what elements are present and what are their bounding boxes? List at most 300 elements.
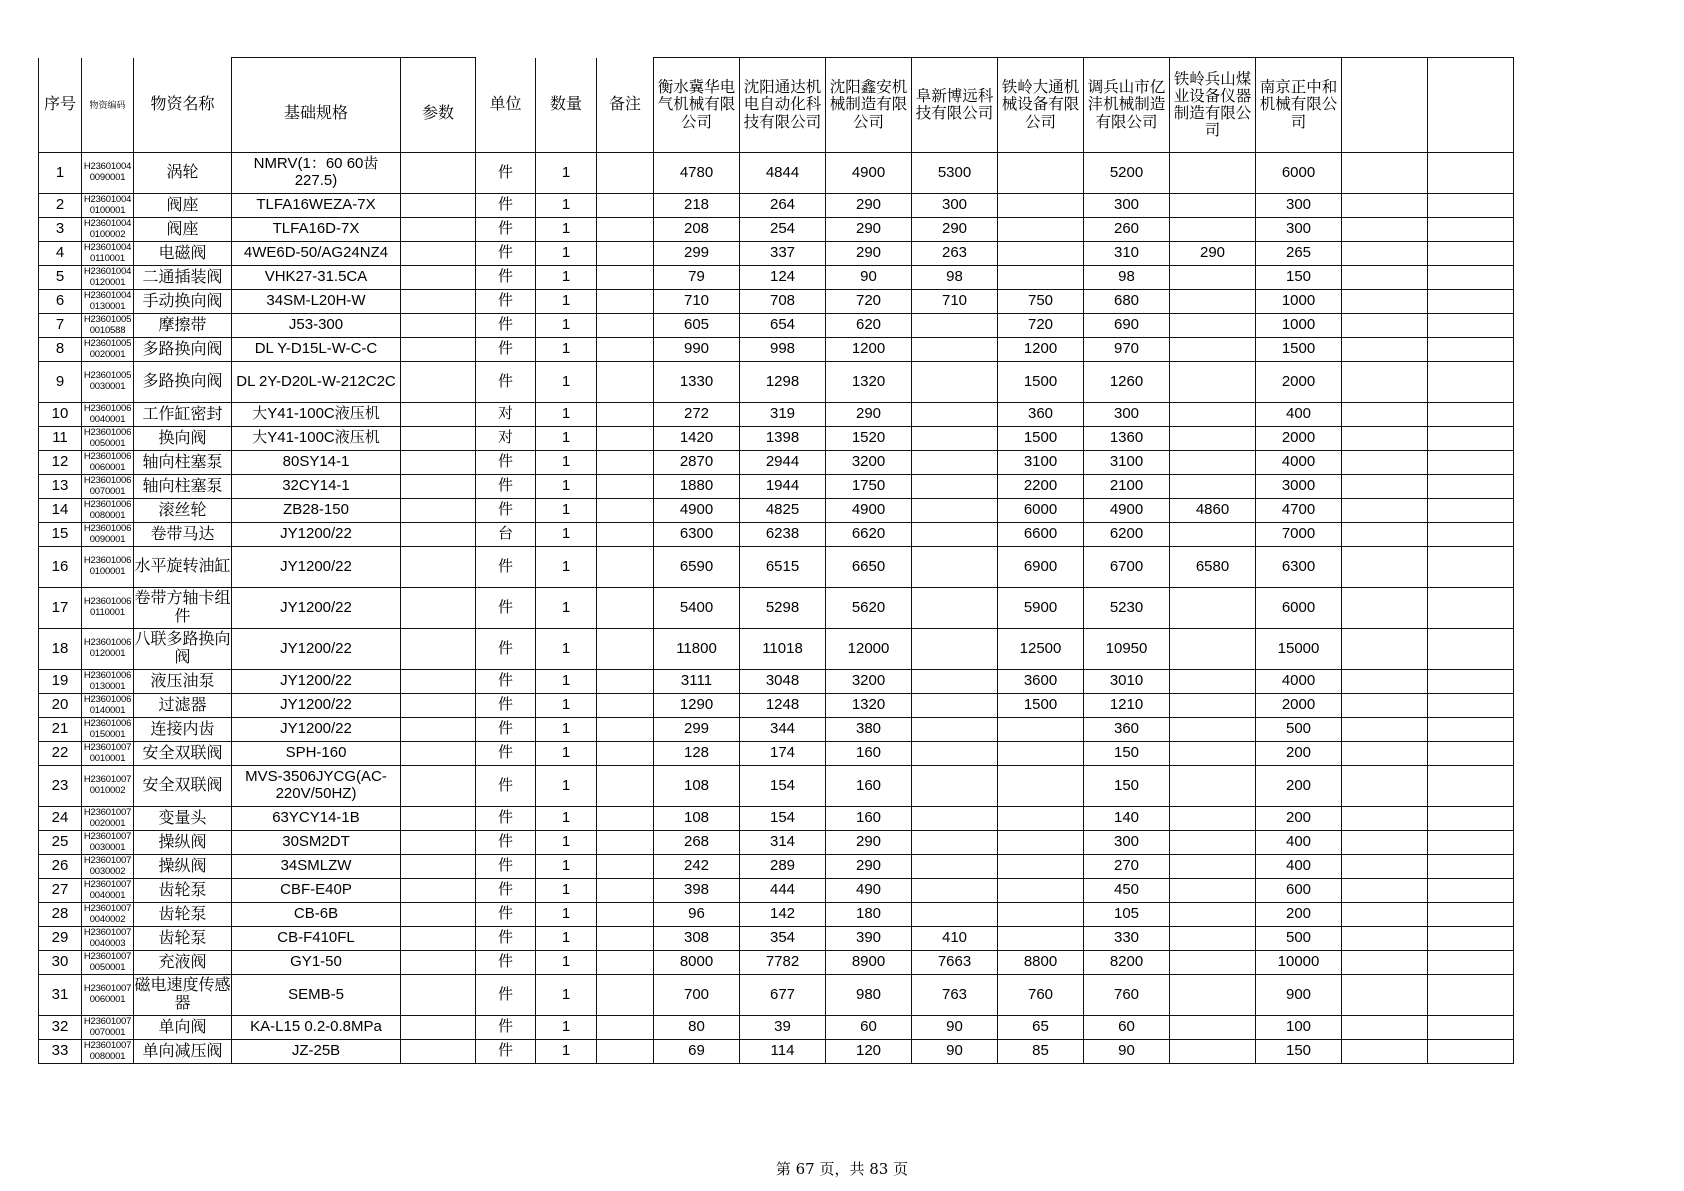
header-code: 物资编码 [82, 58, 134, 153]
cell-supplier-price: 160 [826, 742, 912, 766]
cell-supplier-price: 4900 [654, 499, 740, 523]
cell-material-code: H23601007 0010002 [82, 766, 134, 807]
cell-qty: 1 [536, 670, 597, 694]
cell-material-code: H23601007 0030001 [82, 831, 134, 855]
cell-qty: 1 [536, 694, 597, 718]
page-number: 第 67 页，共 83 页 [775, 1160, 909, 1178]
cell-qty: 1 [536, 403, 597, 427]
cell-seq: 18 [39, 629, 82, 670]
cell-seq: 2 [39, 194, 82, 218]
cell-supplier-price: 300 [912, 194, 998, 218]
cell-material-name: 涡轮 [134, 153, 232, 194]
cell-supplier-price: 308 [654, 927, 740, 951]
cell-remark [597, 523, 654, 547]
cell-supplier-price [1428, 694, 1514, 718]
cell-supplier-price [912, 314, 998, 338]
table-row [39, 766, 1514, 807]
cell-material-name: 阀座 [134, 218, 232, 242]
header-supplier: 衡水冀华电气机械有限公司 [654, 58, 740, 153]
cell-supplier-price: 3100 [1084, 451, 1170, 475]
cell-supplier-price: 60 [826, 1016, 912, 1040]
header-supplier: 铁岭兵山煤业设备仪器制造有限公司 [1170, 58, 1256, 153]
cell-supplier-price [912, 831, 998, 855]
cell-spec: JY1200/22 [232, 588, 401, 629]
cell-spec: 34SMLZW [232, 855, 401, 879]
cell-supplier-price [998, 831, 1084, 855]
cell-supplier-price: 6238 [740, 523, 826, 547]
cell-unit: 件 [476, 242, 536, 266]
cell-spec: 63YCY14-1B [232, 807, 401, 831]
cell-unit: 件 [476, 807, 536, 831]
cell-param [401, 766, 476, 807]
cell-supplier-price: 1520 [826, 427, 912, 451]
cell-param [401, 927, 476, 951]
header-supplier: 调兵山市亿沣机械制造有限公司 [1084, 58, 1170, 153]
cell-spec: JY1200/22 [232, 629, 401, 670]
cell-supplier-price: 11018 [740, 629, 826, 670]
cell-seq: 31 [39, 975, 82, 1016]
cell-supplier-price: 1000 [1256, 314, 1342, 338]
cell-supplier-price [1342, 427, 1428, 451]
cell-supplier-price [1342, 338, 1428, 362]
cell-supplier-price: 242 [654, 855, 740, 879]
cell-seq: 19 [39, 670, 82, 694]
cell-supplier-price: 998 [740, 338, 826, 362]
cell-supplier-price: 605 [654, 314, 740, 338]
cell-supplier-price: 5400 [654, 588, 740, 629]
cell-supplier-price [1342, 314, 1428, 338]
cell-material-name: 齿轮泵 [134, 879, 232, 903]
cell-unit: 件 [476, 588, 536, 629]
cell-material-name: 齿轮泵 [134, 927, 232, 951]
cell-supplier-price: 410 [912, 927, 998, 951]
cell-supplier-price: 1000 [1256, 290, 1342, 314]
cell-material-code: H23601007 0040003 [82, 927, 134, 951]
table-row [39, 403, 1514, 427]
cell-supplier-price [1170, 266, 1256, 290]
cell-supplier-price [1170, 629, 1256, 670]
cell-supplier-price: 4900 [1084, 499, 1170, 523]
cell-seq: 13 [39, 475, 82, 499]
cell-supplier-price: 654 [740, 314, 826, 338]
cell-material-name: 充液阀 [134, 951, 232, 975]
cell-supplier-price: 2000 [1256, 427, 1342, 451]
cell-supplier-price: 6515 [740, 547, 826, 588]
cell-param [401, 338, 476, 362]
cell-supplier-price: 2000 [1256, 694, 1342, 718]
cell-material-name: 八联多路换向阀 [134, 629, 232, 670]
cell-supplier-price: 105 [1084, 903, 1170, 927]
cell-supplier-price [912, 855, 998, 879]
table-row [39, 1016, 1514, 1040]
cell-supplier-price [1342, 194, 1428, 218]
cell-qty: 1 [536, 629, 597, 670]
cell-material-code: H23601006 0080001 [82, 499, 134, 523]
cell-qty: 1 [536, 499, 597, 523]
cell-supplier-price: 7000 [1256, 523, 1342, 547]
cell-spec: JY1200/22 [232, 547, 401, 588]
cell-material-code: H23601004 0090001 [82, 153, 134, 194]
cell-supplier-price: 3010 [1084, 670, 1170, 694]
cell-unit: 件 [476, 694, 536, 718]
cell-supplier-price: 10000 [1256, 951, 1342, 975]
cell-material-code: H23601007 0050001 [82, 951, 134, 975]
cell-remark [597, 338, 654, 362]
cell-supplier-price: 750 [998, 290, 1084, 314]
cell-supplier-price: 708 [740, 290, 826, 314]
cell-param [401, 1040, 476, 1064]
cell-remark [597, 451, 654, 475]
cell-param [401, 1016, 476, 1040]
cell-qty: 1 [536, 831, 597, 855]
cell-remark [597, 427, 654, 451]
cell-material-name: 轴向柱塞泵 [134, 475, 232, 499]
cell-supplier-price [1342, 718, 1428, 742]
table-row [39, 879, 1514, 903]
cell-supplier-price: 69 [654, 1040, 740, 1064]
cell-supplier-price: 90 [912, 1016, 998, 1040]
cell-supplier-price: 1944 [740, 475, 826, 499]
cell-qty: 1 [536, 951, 597, 975]
cell-supplier-price: 299 [654, 718, 740, 742]
cell-material-name: 阀座 [134, 194, 232, 218]
cell-supplier-price: 4700 [1256, 499, 1342, 523]
cell-supplier-price: 299 [654, 242, 740, 266]
cell-qty: 1 [536, 475, 597, 499]
cell-supplier-price [998, 807, 1084, 831]
cell-remark [597, 1016, 654, 1040]
cell-qty: 1 [536, 314, 597, 338]
cell-supplier-price: 96 [654, 903, 740, 927]
cell-supplier-price: 90 [912, 1040, 998, 1064]
cell-remark [597, 266, 654, 290]
cell-param [401, 218, 476, 242]
header-name: 物资名称 [134, 58, 232, 153]
cell-spec: TLFA16D-7X [232, 218, 401, 242]
header-supplier: 沈阳通达机电自动化科技有限公司 [740, 58, 826, 153]
header-row [39, 58, 1514, 153]
cell-material-code: H23601004 0120001 [82, 266, 134, 290]
cell-qty: 1 [536, 547, 597, 588]
cell-material-code: H23601006 0090001 [82, 523, 134, 547]
cell-param [401, 975, 476, 1016]
cell-supplier-price: 65 [998, 1016, 1084, 1040]
table-row [39, 951, 1514, 975]
cell-supplier-price: 160 [826, 807, 912, 831]
cell-supplier-price: 6590 [654, 547, 740, 588]
cell-supplier-price: 290 [826, 194, 912, 218]
cell-supplier-price [1170, 338, 1256, 362]
cell-supplier-price [1428, 1016, 1514, 1040]
table-row [39, 903, 1514, 927]
cell-supplier-price: 300 [1084, 403, 1170, 427]
cell-supplier-price: 360 [998, 403, 1084, 427]
cell-supplier-price [1342, 242, 1428, 266]
table-row [39, 218, 1514, 242]
cell-supplier-price [1170, 742, 1256, 766]
cell-supplier-price: 680 [1084, 290, 1170, 314]
cell-supplier-price: 8800 [998, 951, 1084, 975]
cell-supplier-price: 108 [654, 807, 740, 831]
cell-param [401, 670, 476, 694]
cell-seq: 24 [39, 807, 82, 831]
cell-param [401, 879, 476, 903]
cell-material-name: 变量头 [134, 807, 232, 831]
cell-supplier-price: 290 [826, 218, 912, 242]
cell-supplier-price [1428, 314, 1514, 338]
cell-supplier-price: 3000 [1256, 475, 1342, 499]
table-row [39, 718, 1514, 742]
cell-supplier-price [912, 694, 998, 718]
cell-spec: CB-6B [232, 903, 401, 927]
cell-unit: 件 [476, 266, 536, 290]
cell-supplier-price: 200 [1256, 742, 1342, 766]
cell-supplier-price: 360 [1084, 718, 1170, 742]
cell-supplier-price: 4825 [740, 499, 826, 523]
cell-supplier-price: 5200 [1084, 153, 1170, 194]
cell-supplier-price [1170, 403, 1256, 427]
cell-supplier-price: 254 [740, 218, 826, 242]
cell-remark [597, 588, 654, 629]
cell-remark [597, 194, 654, 218]
cell-unit: 件 [476, 290, 536, 314]
cell-supplier-price [1428, 451, 1514, 475]
cell-supplier-price: 8900 [826, 951, 912, 975]
cell-material-code: H23601007 0070001 [82, 1016, 134, 1040]
cell-supplier-price: 1750 [826, 475, 912, 499]
cell-supplier-price: 4900 [826, 153, 912, 194]
cell-unit: 对 [476, 403, 536, 427]
cell-param [401, 194, 476, 218]
cell-supplier-price: 120 [826, 1040, 912, 1064]
cell-qty: 1 [536, 218, 597, 242]
cell-supplier-price: 980 [826, 975, 912, 1016]
cell-supplier-price [1428, 523, 1514, 547]
table-row [39, 362, 1514, 403]
table-row [39, 927, 1514, 951]
cell-supplier-price: 760 [1084, 975, 1170, 1016]
cell-supplier-price [1342, 153, 1428, 194]
cell-param [401, 266, 476, 290]
cell-supplier-price [1342, 670, 1428, 694]
cell-supplier-price: 337 [740, 242, 826, 266]
cell-remark [597, 475, 654, 499]
cell-material-name: 安全双联阀 [134, 766, 232, 807]
cell-material-code: H23601007 0080001 [82, 1040, 134, 1064]
cell-param [401, 629, 476, 670]
cell-remark [597, 153, 654, 194]
cell-seq: 10 [39, 403, 82, 427]
cell-supplier-price: 268 [654, 831, 740, 855]
cell-spec: J53-300 [232, 314, 401, 338]
cell-supplier-price [1170, 855, 1256, 879]
cell-material-name: 手动换向阀 [134, 290, 232, 314]
cell-remark [597, 670, 654, 694]
cell-material-name: 二通插装阀 [134, 266, 232, 290]
cell-param [401, 362, 476, 403]
cell-supplier-price: 354 [740, 927, 826, 951]
cell-param [401, 588, 476, 629]
cell-spec: VHK27-31.5CA [232, 266, 401, 290]
cell-supplier-price [912, 903, 998, 927]
cell-supplier-price [1342, 547, 1428, 588]
cell-supplier-price [912, 718, 998, 742]
cell-remark [597, 499, 654, 523]
cell-supplier-price [1428, 670, 1514, 694]
cell-supplier-price: 2200 [998, 475, 1084, 499]
cell-supplier-price: 174 [740, 742, 826, 766]
cell-supplier-price [1170, 290, 1256, 314]
cell-material-code: H23601006 0150001 [82, 718, 134, 742]
cell-supplier-price: 380 [826, 718, 912, 742]
cell-supplier-price: 4844 [740, 153, 826, 194]
cell-param [401, 314, 476, 338]
table-row [39, 153, 1514, 194]
cell-material-name: 单向阀 [134, 1016, 232, 1040]
cell-supplier-price: 12000 [826, 629, 912, 670]
cell-remark [597, 718, 654, 742]
cell-material-code: H23601004 0100002 [82, 218, 134, 242]
cell-remark [597, 855, 654, 879]
cell-supplier-price: 150 [1256, 1040, 1342, 1064]
cell-supplier-price [998, 855, 1084, 879]
cell-supplier-price: 98 [1084, 266, 1170, 290]
cell-material-name: 连接内齿 [134, 718, 232, 742]
cell-supplier-price [912, 362, 998, 403]
cell-remark [597, 629, 654, 670]
cell-supplier-price: 6900 [998, 547, 1084, 588]
cell-supplier-price [1342, 475, 1428, 499]
cell-supplier-price: 3600 [998, 670, 1084, 694]
cell-remark [597, 766, 654, 807]
cell-seq: 30 [39, 951, 82, 975]
cell-supplier-price: 1360 [1084, 427, 1170, 451]
cell-supplier-price: 3111 [654, 670, 740, 694]
cell-supplier-price: 710 [654, 290, 740, 314]
cell-supplier-price [1342, 266, 1428, 290]
cell-material-name: 电磁阀 [134, 242, 232, 266]
cell-supplier-price [1428, 831, 1514, 855]
cell-supplier-price [1170, 951, 1256, 975]
cell-seq: 28 [39, 903, 82, 927]
cell-supplier-price [912, 879, 998, 903]
cell-supplier-price [1428, 588, 1514, 629]
cell-supplier-price [1428, 927, 1514, 951]
cell-material-name: 多路换向阀 [134, 338, 232, 362]
cell-qty: 1 [536, 718, 597, 742]
cell-material-code: H23601004 0130001 [82, 290, 134, 314]
cell-seq: 4 [39, 242, 82, 266]
cell-supplier-price: 760 [998, 975, 1084, 1016]
header-supplier: 沈阳鑫安机械制造有限公司 [826, 58, 912, 153]
cell-seq: 16 [39, 547, 82, 588]
cell-material-name: 过滤器 [134, 694, 232, 718]
cell-supplier-price: 90 [1084, 1040, 1170, 1064]
cell-qty: 1 [536, 153, 597, 194]
price-comparison-table [38, 57, 1514, 1064]
table-row [39, 855, 1514, 879]
cell-supplier-price: 140 [1084, 807, 1170, 831]
cell-supplier-price [1170, 766, 1256, 807]
cell-supplier-price [1170, 718, 1256, 742]
cell-supplier-price [1428, 499, 1514, 523]
table-row [39, 451, 1514, 475]
cell-supplier-price: 79 [654, 266, 740, 290]
cell-supplier-price [1342, 903, 1428, 927]
cell-seq: 3 [39, 218, 82, 242]
cell-unit: 件 [476, 903, 536, 927]
cell-param [401, 403, 476, 427]
cell-supplier-price: 6620 [826, 523, 912, 547]
cell-supplier-price [1170, 694, 1256, 718]
cell-unit: 件 [476, 451, 536, 475]
cell-remark [597, 218, 654, 242]
cell-material-name: 齿轮泵 [134, 903, 232, 927]
cell-supplier-price: 2000 [1256, 362, 1342, 403]
cell-supplier-price: 390 [826, 927, 912, 951]
cell-spec: JY1200/22 [232, 718, 401, 742]
cell-supplier-price [1170, 362, 1256, 403]
cell-qty: 1 [536, 879, 597, 903]
cell-supplier-price: 260 [1084, 218, 1170, 242]
cell-material-code: H23601004 0100001 [82, 194, 134, 218]
table-row [39, 290, 1514, 314]
cell-supplier-price: 6000 [998, 499, 1084, 523]
cell-supplier-price [1428, 879, 1514, 903]
cell-unit: 件 [476, 879, 536, 903]
cell-seq: 5 [39, 266, 82, 290]
cell-material-code: H23601007 0010001 [82, 742, 134, 766]
cell-param [401, 290, 476, 314]
cell-remark [597, 314, 654, 338]
cell-supplier-price: 2870 [654, 451, 740, 475]
cell-spec: GY1-50 [232, 951, 401, 975]
cell-supplier-price: 128 [654, 742, 740, 766]
cell-supplier-price [1342, 927, 1428, 951]
cell-supplier-price: 1320 [826, 362, 912, 403]
cell-param [401, 742, 476, 766]
cell-supplier-price [1428, 629, 1514, 670]
cell-supplier-price [1170, 1040, 1256, 1064]
cell-supplier-price: 108 [654, 766, 740, 807]
cell-unit: 件 [476, 547, 536, 588]
cell-material-code: H23601007 0040002 [82, 903, 134, 927]
cell-supplier-price: 5300 [912, 153, 998, 194]
cell-unit: 件 [476, 362, 536, 403]
header-spec: 基础规格 [232, 58, 401, 153]
cell-unit: 件 [476, 855, 536, 879]
cell-supplier-price: 400 [1256, 855, 1342, 879]
cell-param [401, 855, 476, 879]
cell-spec: CBF-E40P [232, 879, 401, 903]
cell-supplier-price: 150 [1084, 742, 1170, 766]
cell-spec: 80SY14-1 [232, 451, 401, 475]
cell-supplier-price: 272 [654, 403, 740, 427]
cell-spec: JZ-25B [232, 1040, 401, 1064]
cell-supplier-price [1170, 879, 1256, 903]
cell-material-code: H23601004 0110001 [82, 242, 134, 266]
cell-supplier-price: 98 [912, 266, 998, 290]
cell-supplier-price [1428, 547, 1514, 588]
header-supplier: 铁岭大通机械设备有限公司 [998, 58, 1084, 153]
cell-material-code: H23601007 0020001 [82, 807, 134, 831]
cell-seq: 12 [39, 451, 82, 475]
cell-unit: 件 [476, 338, 536, 362]
cell-supplier-price [1170, 927, 1256, 951]
cell-supplier-price [1342, 218, 1428, 242]
cell-qty: 1 [536, 242, 597, 266]
cell-supplier-price [1170, 807, 1256, 831]
